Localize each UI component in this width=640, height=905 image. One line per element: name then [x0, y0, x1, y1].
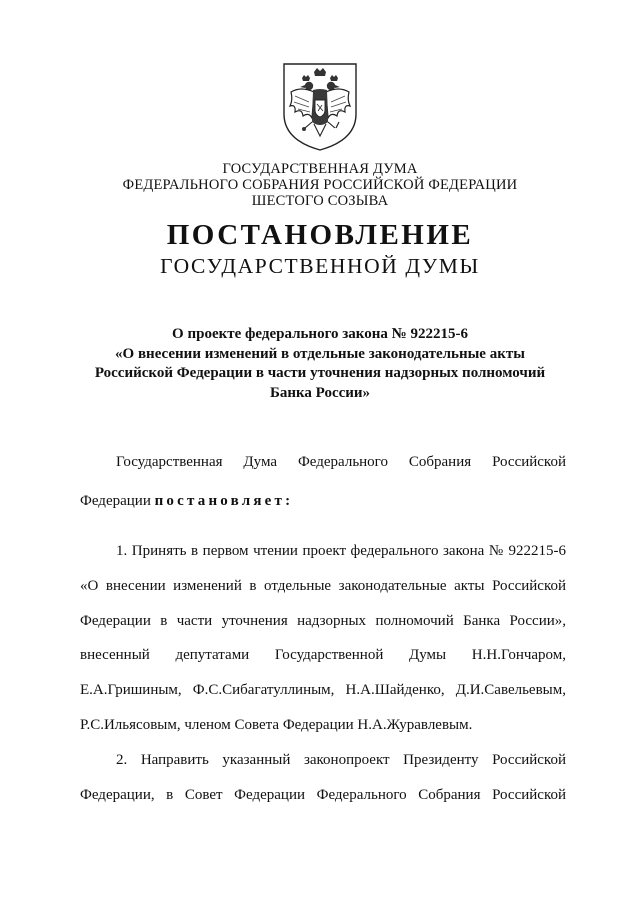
clause-1-line: внесенный депутатами Государственной Думы Н.Н.Гончаром, [80, 647, 566, 663]
document-issuer: ГОСУДАРСТВЕННОЙ ДУМЫ [160, 254, 480, 278]
decree-word: постановляет: [154, 493, 294, 509]
document-type-title: ПОСТАНОВЛЕНИЕ [166, 219, 474, 251]
subject-line: Банка России» [269, 384, 371, 401]
clause-1-line: «О внесении изменений в отдельные законодательные акты Российской [80, 578, 566, 594]
clause-2-line: 2. Направить указанный законопроект Президенту Российской [116, 752, 566, 768]
state-emblem-icon [281, 62, 359, 152]
clause-1-line: Р.С.Ильясовым, членом Совета Федерации Н.А.Журавлевым. [80, 717, 473, 733]
subject-line: «О внесении изменений в отдельные законодательные акты [115, 345, 525, 362]
clause-1-line: Е.А.Гришиным, Ф.С.Сибагатуллиным, Н.А.Шайденко, Д.И.Савельевым, [80, 682, 566, 698]
clause-1-line: 1. Принять в первом чтении проект федерального закона № 922215-6 [116, 543, 566, 559]
clause-1-line: Федерации в части уточнения надзорных полномочий Банка России», [80, 613, 566, 629]
subject-line: О проекте федерального закона № 922215-6 [172, 326, 468, 342]
assembly-name: ФЕДЕРАЛЬНОГО СОБРАНИЯ РОССИЙСКОЙ ФЕДЕРАЦИИ [122, 177, 518, 193]
convocation: ШЕСТОГО СОЗЫВА [251, 193, 389, 209]
document-subject [0, 325, 640, 403]
preamble-line: Государственная Дума Федерального Собрания Российской [116, 454, 566, 470]
preamble-prefix: Федерации [80, 493, 155, 509]
chamber-name: ГОСУДАРСТВЕННАЯ ДУМА [222, 161, 418, 177]
subject-line: Российской Федерации в части уточнения надзорных полномочий [94, 365, 546, 381]
preamble-decree-line [80, 492, 566, 510]
clause-2-line: Федерации, в Совет Федерации Федерального Собрания Российской [80, 787, 566, 803]
